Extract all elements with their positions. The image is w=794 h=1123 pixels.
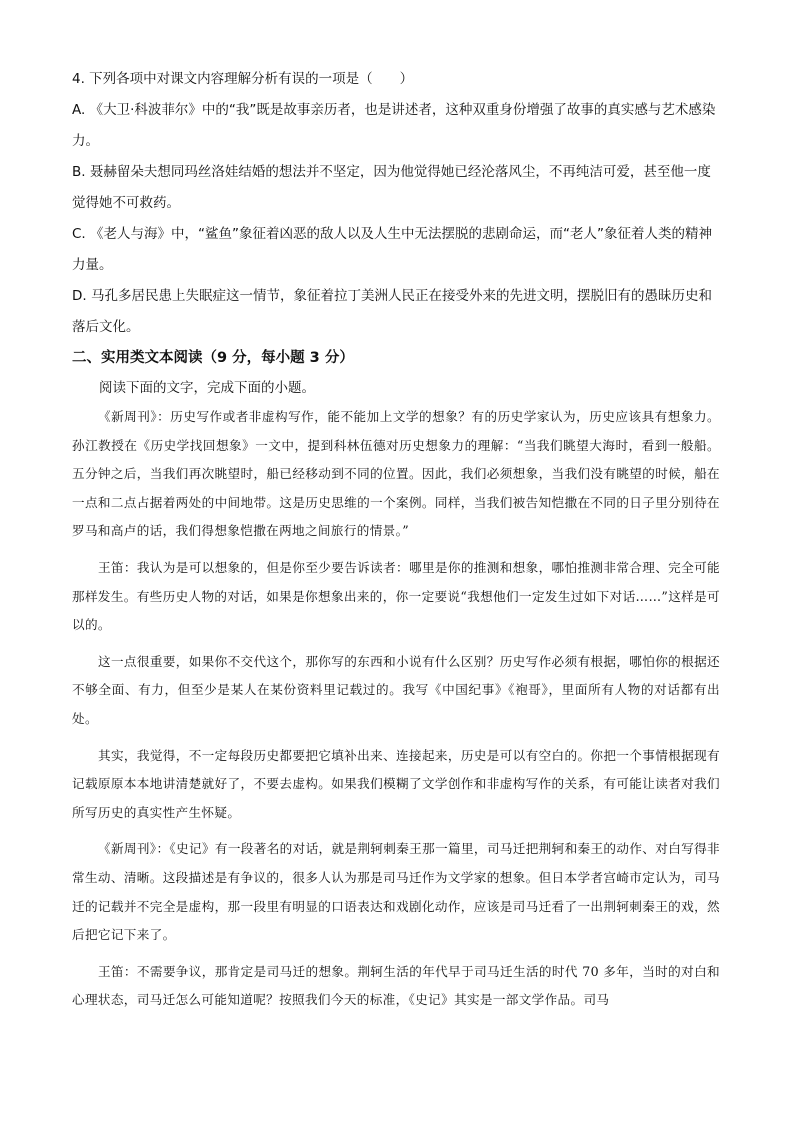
option-a-letter: A. <box>72 102 86 118</box>
passage-paragraph: 王笛：我认为是可以想象的，但是你至少要告诉读者：哪里是你的推测和想象，哪怕推测非常合理、完全可能那样发生。有些历史人物的对话，如果是你想象出来的，你一定要说“我想他们一定发生过如下对话……”这样是可以的。 <box>72 559 720 633</box>
option-d <box>72 281 720 343</box>
passage-paragraph: 《新周刊》：《史记》有一段著名的对话，就是荆轲刺秦王那一篇里，司马迁把荆轲和秦王的动作、对白写得非常生动、清晰。这段描述是有争议的，很多人认为那是司马迁作为文学家的想象。但日本学者宫崎市定认为，司马迁的记载并不完全是虚构，那一段里有明显的口语表达和戏剧化动作，应该是司马迁看了一出荆轲刺秦王的戏，然后把它记下来了。 <box>72 841 720 943</box>
section-intro: 阅读下面的文字，完成下面的小题。 <box>99 380 315 396</box>
section-title: 二、实用类文本阅读（9 分，每小题 3 分） <box>72 350 354 366</box>
option-b-text: 聂赫留朵夫想同玛丝洛娃结婚的想法并不坚定，因为他觉得她已经沦落风尘，不再纯洁可爱，甚至他一度觉得她不可救药。 <box>72 164 711 211</box>
option-d-text: 马孔多居民患上失眠症这一情节，象征着拉丁美洲人民正在接受外来的先进文明，摆脱旧有的愚昧历史和落后文化。 <box>72 288 712 335</box>
option-a <box>72 95 720 157</box>
option-b-letter: B. <box>72 164 86 180</box>
option-c-letter: C. <box>72 226 86 242</box>
option-c <box>72 219 720 281</box>
passage-paragraph: 《新周刊》：历史写作或者非虚构写作，能不能加上文学的想象？有的历史学家认为，历史应该具有想象力。孙江教授在《历史学找回想象》一文中，提到科林伍德对历史想象力的理解：“当我们眺望大海时，看到一般船。五分钟之后，当我们再次眺望时，船已经移动到不同的位置。因此，我们必须想象，当我们没有眺望的时候，船在一点和二点占据着两处的中间地带。这是历史思维的一个案例。同样，当我们被告知恺撒在不同的日子里分别待在罗马和高卢的话，我们得想象恺撒在两地之间旅行的情景。” <box>72 409 720 539</box>
option-b <box>72 157 720 219</box>
option-c-text: 《老人与海》中，“鲨鱼”象征着凶恶的敌人以及人生中无法摆脱的悲剧命运，而“老人”象征着人类的精神力量。 <box>72 226 712 273</box>
passage-paragraph: 其实，我觉得，不一定每段历史都要把它填补出来、连接起来，历史是可以有空白的。你把一个事情根据现有记载原原本本地讲清楚就好了，不要去虚构。如果我们模糊了文学创作和非虚构写作的关系，有可能让读者对我们所写历史的真实性产生怀疑。 <box>72 747 720 820</box>
option-d-letter: D. <box>72 288 87 304</box>
passage-paragraph: 王笛：不需要争议，那肯定是司马迁的想象。荆轲生活的年代早于司马迁生活的时代 70 多年，当时的对白和心理状态，司马迁怎么可能知道呢？按照我们今天的标准，《史记》其实是一部文学作品。司马 <box>72 963 720 1008</box>
question-4 <box>72 64 720 343</box>
passage-paragraph: 这一点很重要，如果你不交代这个，那你写的东西和小说有什么区别？历史写作必须有根据，哪怕你的根据还不够全面、有力，但至少是某人在某份资料里记载过的。我写《中国纪事》《袍哥》，里面所有人物的对话都有出处。 <box>72 653 720 726</box>
question-4-stem: 4. 下列各项中对课文内容理解分析有误的一项是（ ） <box>72 71 414 87</box>
page-content <box>72 64 720 1023</box>
option-a-text: 《大卫·科波菲尔》中的“我”既是故事亲历者，也是讲述者，这种双重身份增强了故事的真实感与艺术感染力。 <box>72 102 716 149</box>
